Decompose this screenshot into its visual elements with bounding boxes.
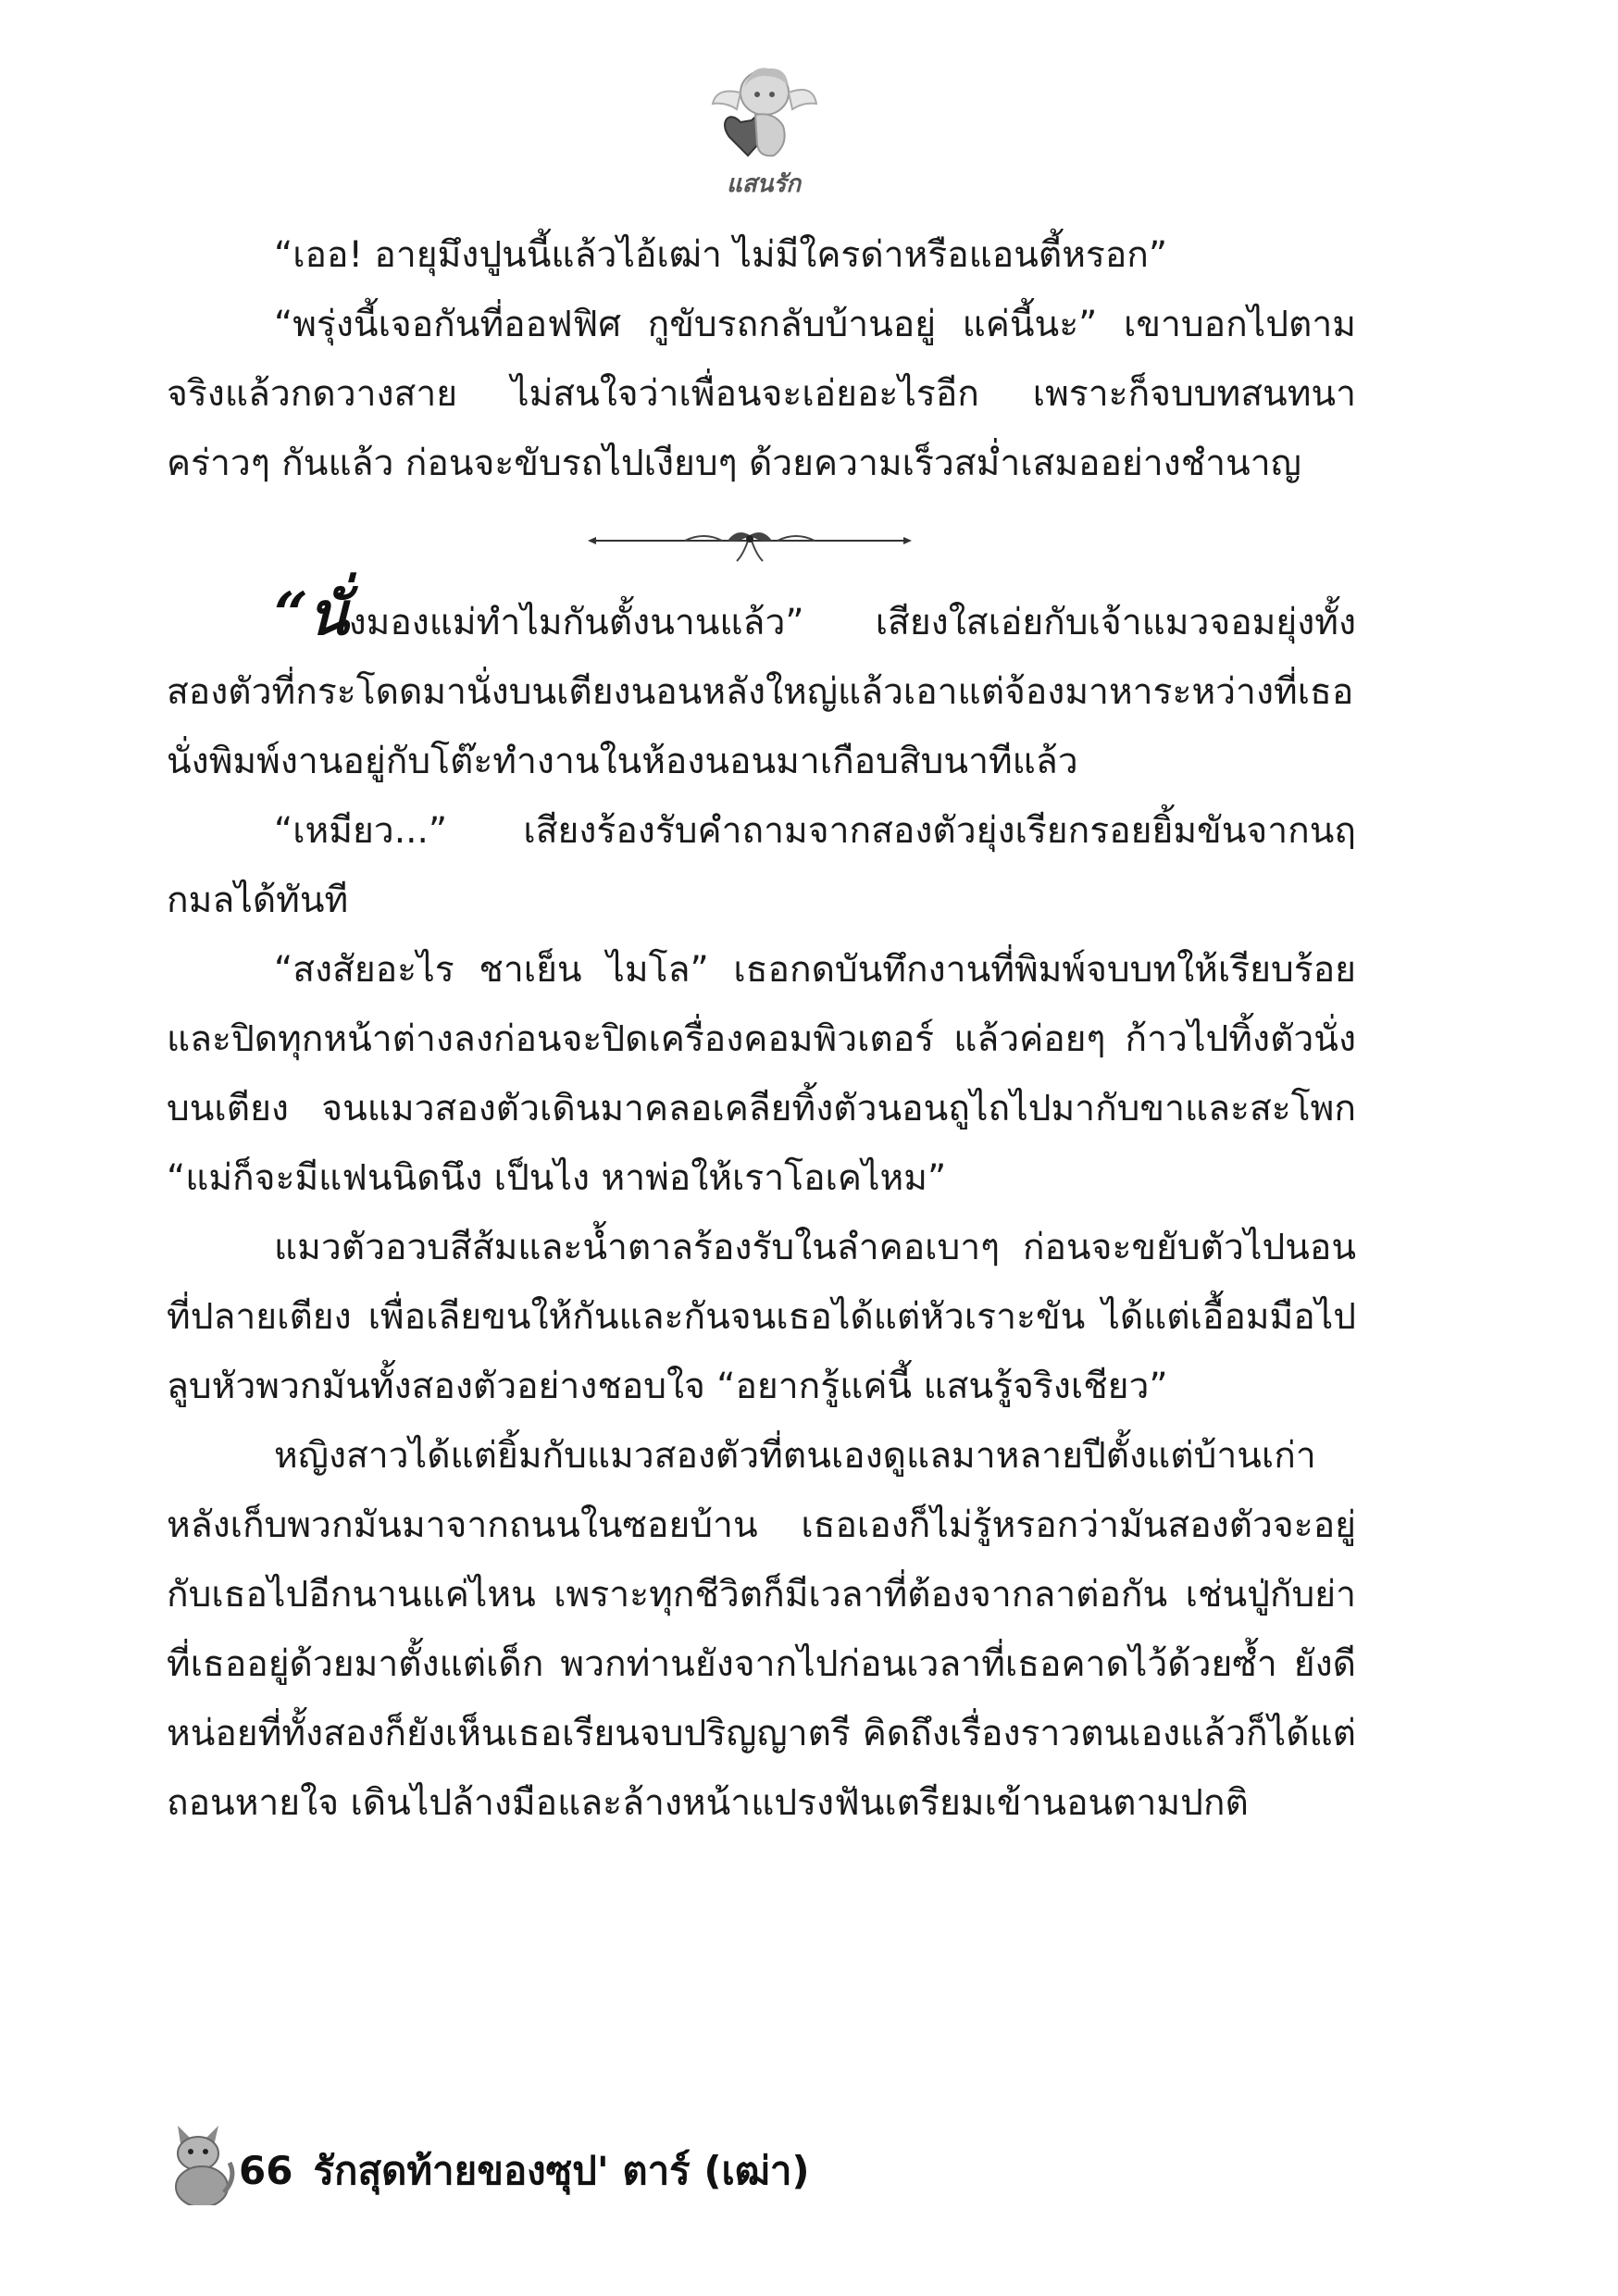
paragraph: “สงสัยอะไร ชาเย็น ไมโล” เธอกดบันทึกงานที่พิมพ์จบบทให้เรียบร้อยและปิดทุกหน้าต่างลงก่อนจะปิดเครื่องคอมพิวเตอร์ แล้วค่อยๆ ก้าวไปทิ้งตัวนั่งบนเตียง จนแมวสองตัวเดินมาคลอเคลียทิ้งตัวนอนถูไถไปมากับขาและสะโพก “แม่ก็จะมีแฟนนิดนึง เป็นไง หาพ่อให้เราโอเคไหม” (167, 949, 1356, 1199)
paragraph: หญิงสาวได้แต่ยิ้มกับแมวสองตัวที่ตนเองดูแลมาหลายปีตั้งแต่บ้านเก่า หลังเก็บพวกมันมาจากถนนในซอยบ้าน เธอเองก็ไม่รู้หรอกว่ามันสองตัวจะอยู่กับเธอไปอีกนานแค่ไหน เพราะทุกชีวิตก็มีเวลาที่ต้องจากลาต่อกัน เช่นปู่กับย่าที่เธออยู่ด้วยมาตั้งแต่เด็ก พวกท่านยังจากไปก่อนเวลาที่เธอคาดไว้ด้วยซ้ำ ยังดีหน่อยที่ทั้งสองก็ยังเห็นเธอเรียนจบปริญญาตรี คิดถึงเรื่องราวตนเองแล้วก็ได้แต่ถอนหายใจ เดินไปล้างมือและล้างหน้าแปรงฟันเตรียมเข้านอนตามปกติ (167, 1435, 1356, 1824)
page-footer (165, 2113, 998, 2215)
dropcap: “นั่ (274, 580, 349, 649)
paragraph: “เหมียว...” เสียงร้องรับคำถามจากสองตัวยุ่งเรียกรอยยิ้มขันจากนฤกมลได้ทันที (167, 810, 1356, 921)
book-title: รักสุดท้ายของซุป' ตาร์ (เฒ่า) (313, 2148, 810, 2193)
paragraph: แมวตัวอวบสีส้มและน้ำตาลร้องรับในลำคอเบาๆ ก่อนจะขยับตัวไปนอนที่ปลายเตียง เพื่อเลียขนให้กันและกันจนเธอได้แต่หัวเราะขัน ได้แต่เอื้อมมือไปลูบหัวพวกมันทั้งสองตัวอย่างชอบใจ “อยากรู้แค่นี้ แสนรู้จริงเชียว” (167, 1227, 1356, 1407)
paragraph-text: งมองแม่ทำไมกันตั้งนานแล้ว” เสียงใสเอ่ยกับเจ้าแมวจอมยุ่งทั้งสองตัวที่กระโดดมานั่งบนเตียงนอนหลังใหญ่แล้วเอาแต่จ้องมาหาระหว่างที่เธอนั่งพิมพ์งานอยู่กับโต๊ะทำงานในห้องนอนมาเกือบสิบนาทีแล้ว (167, 602, 1356, 782)
page-number: 66 (239, 2148, 293, 2193)
page-body (167, 220, 1356, 1838)
footer-text (239, 2140, 810, 2202)
cupid-logo-icon (703, 56, 824, 167)
header-logo (703, 56, 824, 198)
paragraph: “พรุ่งนี้เจอกันที่ออฟฟิศ กูขับรถกลับบ้านอยู่ แค่นี้นะ” เขาบอกไปตามจริงแล้วกดวางสาย ไม่สนใจว่าเพื่อนจะเอ่ยอะไรอีก เพราะก็จบบทสนทนาคร่าวๆ กันแล้ว ก่อนจะขับรถไปเงียบๆ ด้วยความเร็วสม่ำเสมออย่างชำนาญ (167, 304, 1356, 484)
logo-text: แสนรัก (726, 170, 802, 198)
section-divider-ornament (167, 515, 1356, 570)
cat-icon (165, 2113, 239, 2205)
paragraph: “เออ! อายุมึงปูนนี้แล้วไอ้เฒ่า ไม่มีใครด่าหรือแอนตี้หรอก” (274, 234, 1168, 276)
paragraph-with-dropcap (167, 580, 1356, 796)
